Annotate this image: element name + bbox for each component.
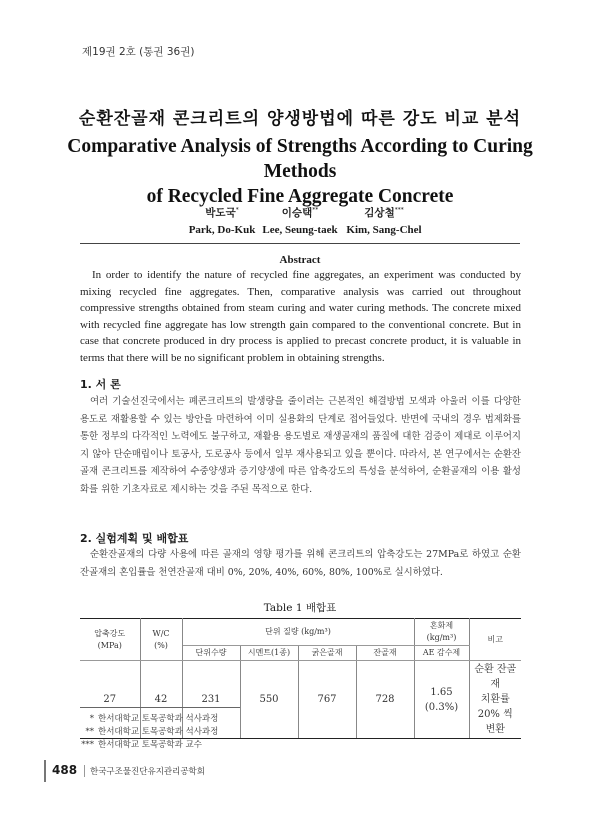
cell-ae-amount: 1.65 (430, 686, 453, 698)
author-2-korean-name: 이승택 (281, 207, 313, 219)
header-admixture (414, 619, 469, 646)
footnote-2-mark: ** (85, 727, 94, 737)
cell-remark-line3: 변환 (485, 724, 505, 735)
footer-bar (44, 760, 46, 782)
author-3-english-name: Kim, Sang-Chel (346, 224, 422, 236)
cell-cement: 550 (240, 661, 298, 739)
footnote-3 (80, 738, 202, 750)
subheader-water: 단위수량 (182, 646, 240, 661)
korean-title: 순환잔골재 콘크리트의 양생방법에 따른 강도 비교 분석 (78, 109, 522, 129)
header-remarks: 비고 (469, 619, 521, 661)
section-1-heading: 1. 서 론 (80, 378, 121, 391)
section-2-text: 순환잔골재의 다량 사용에 따른 골재의 영향 평가를 위해 콘크리트의 압축강도는 27MPa로 하였고 순환잔골재의 혼입률을 천연잔골재 대비 0%, 20%, 40%, 60%, 80%, 100%로 실시하였다. (80, 549, 521, 578)
author-3-korean-name: 김상철 (364, 207, 395, 219)
header-admixture-unit: (kg/m³) (426, 633, 457, 642)
abstract-text: In order to identify the nature of recycled fine aggregates, an experiment was conducted by mixing recycled fine aggregates. Then, comparative analysis was carried out throughout compressive strengths obtained from steam curing and water curing methods. The concrete mixed with recycled fine aggregate has low strength gain compared to the conventional concrete. But in case that concrete produced in dry process is applied to precast concrete product, it is valuable in terms that there will be no significant problem in obtaining strengths. (80, 269, 521, 364)
section-2-heading: 2. 실험계획 및 배합표 (80, 532, 189, 545)
cell-remarks (469, 661, 521, 739)
author-2-english-name: Lee, Seung-taek (262, 224, 338, 236)
cell-remark-line2: 치환률 20% 씩 (477, 694, 513, 720)
cell-ae-agent (414, 661, 469, 739)
cell-remark-line1: 순환 잔골재 (474, 664, 517, 690)
cell-strength: 27 (80, 661, 140, 739)
header-strength-label: 압축강도 (94, 628, 126, 638)
author-3-mark: *** (394, 206, 404, 214)
cell-ae-percent: (0.3%) (424, 701, 459, 713)
footnote-2-text: 한서대학교 토목공학과 석사과정 (98, 727, 219, 737)
author-3 (324, 205, 444, 236)
author-1-mark: * (235, 206, 239, 214)
footnote-2 (80, 725, 218, 737)
header-strength-unit: (MPa) (97, 640, 122, 650)
header-strength (80, 619, 140, 661)
english-title-line2: of Recycled Fine Aggregate Concrete (146, 186, 454, 207)
header-admixture-label: 혼화제 (429, 621, 454, 630)
footnote-rule (80, 707, 240, 708)
english-title (40, 134, 560, 209)
footnote-1-text: 한서대학교 토목공학과 석사과정 (98, 714, 219, 724)
subheader-coarse-aggregate: 잔골재 (356, 646, 414, 661)
subheader-cement: 시멘트(1종) (240, 646, 298, 661)
footer-separator (84, 765, 85, 777)
section-1-text: 여러 기술선진국에서는 폐콘크리트의 발생량을 줄이려는 근본적인 해결방법 모색과 아울러 이를 다양한 용도로 재활용할 수 있는 방안을 마련하여 이미 실용화의 단계로 접어들었다. 반면에 국내의 경우 법제화를 통한 정부의 다각적인 노력에도 불구하고, 재활용 용도별로 재생골재의 품질에 대한 검증이 제대로 이루어지지 않아 단순매립이나 토공사, 도로공사 등에서 일부 재사용되고 있을 뿐이다. 따라서, 본 연구에서는 순환잔골재 콘크리트를 제작하여 수중양생과 증기양생에 따른 압축강도의 특성을 분석하여, 순환골재의 이용 활성화를 위한 기초자료로 제시하는 것을 주된 목적으로 한다. (80, 396, 521, 495)
subheader-fine-aggregate: 굵은골재 (298, 646, 356, 661)
footnote-3-mark: *** (81, 740, 94, 750)
author-1-english-name: Park, Do-Kuk (188, 224, 256, 236)
header-wc (140, 619, 182, 661)
footnote-3-text: 한서대학교 토목공학과 교수 (98, 740, 202, 750)
english-title-line1: Comparative Analysis of Strengths According to Curing Methods (67, 136, 533, 182)
footnote-1-mark: * (89, 714, 94, 724)
society-name: 한국구조물진단유지관리공학회 (90, 767, 205, 777)
cell-fine-aggregate: 767 (298, 661, 356, 739)
header-wc-unit: (%) (154, 640, 168, 650)
header-unit-weight: 단위 질량 (kg/m³) (182, 619, 414, 646)
page-number: 488 (52, 763, 78, 777)
subheader-ae-agent: AE 감수제 (414, 646, 469, 661)
table-caption: Table 1 배합표 (263, 602, 337, 614)
footnote-1 (80, 712, 218, 724)
author-1-korean-name: 박도국 (205, 207, 236, 219)
cell-coarse-aggregate: 728 (356, 661, 414, 739)
cell-wc: 42 (140, 661, 182, 739)
issue-info: 제19권 2호 (통권 36권) (82, 46, 195, 58)
abstract-heading: Abstract (279, 254, 321, 266)
header-wc-label: W/C (152, 628, 170, 638)
cell-water: 231 (182, 661, 240, 739)
abstract-top-rule (80, 243, 520, 244)
table-header-row (80, 619, 521, 646)
author-2-mark: ** (312, 206, 319, 214)
